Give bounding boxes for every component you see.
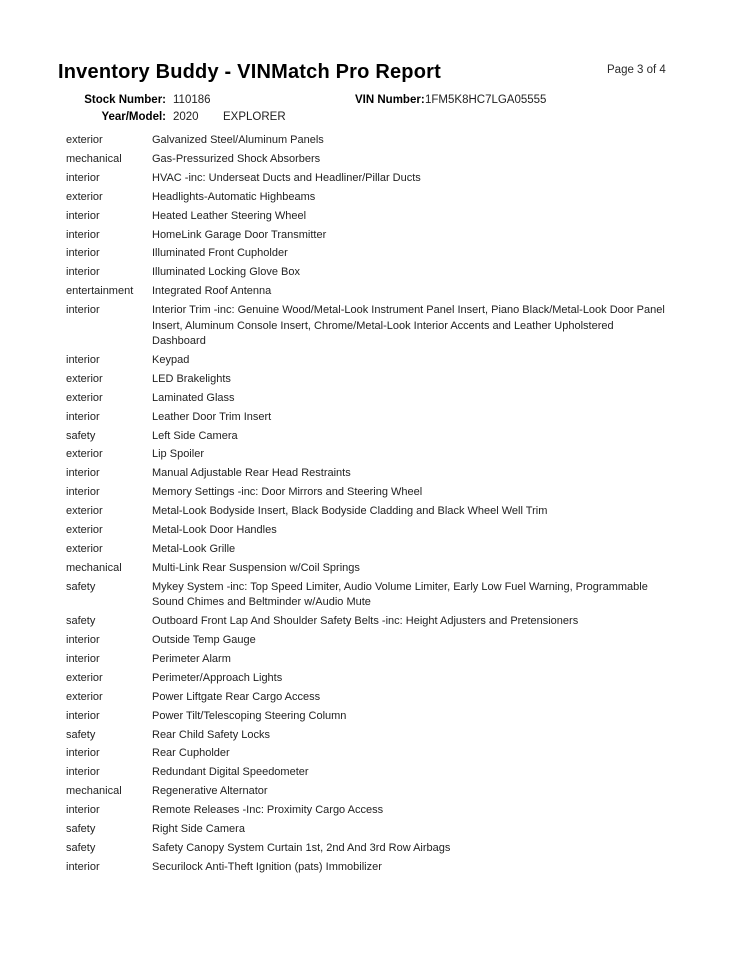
vin-number-label: VIN Number: bbox=[355, 94, 425, 106]
feature-category: mechanical bbox=[66, 785, 122, 798]
feature-description: LED Brakelights bbox=[152, 372, 231, 385]
feature-description: Power Liftgate Rear Cargo Access bbox=[152, 690, 321, 703]
feature-category: exterior bbox=[66, 372, 103, 385]
feature-category: exterior bbox=[66, 690, 103, 703]
feature-row bbox=[66, 303, 676, 349]
feature-category: exterior bbox=[66, 190, 103, 203]
page-indicator: Page 3 of 4 bbox=[607, 64, 666, 76]
feature-category: entertainment bbox=[66, 285, 134, 298]
feature-description: Right Side Camera bbox=[152, 823, 245, 836]
feature-row bbox=[66, 803, 676, 818]
feature-row bbox=[66, 466, 676, 481]
feature-description: Lip Spoiler bbox=[152, 448, 204, 461]
feature-row bbox=[66, 447, 676, 462]
vin-number-value: 1FM5K8HC7LGA05555 bbox=[425, 94, 547, 106]
feature-row bbox=[66, 746, 676, 761]
feature-description: Rear Cupholder bbox=[152, 747, 230, 760]
feature-category: interior bbox=[66, 709, 100, 722]
feature-description: Headlights-Automatic Highbeams bbox=[152, 190, 316, 203]
feature-description: Left Side Camera bbox=[152, 429, 238, 442]
feature-description: Mykey System -inc: Top Speed Limiter, Audio Volume Limiter, Early Low Fuel Warning, Programmable Sound Chimes and Beltminder w/Audio Mute bbox=[152, 580, 648, 609]
feature-category: interior bbox=[66, 304, 100, 317]
feature-description: Heated Leather Steering Wheel bbox=[152, 209, 307, 222]
feature-description: Outside Temp Gauge bbox=[152, 633, 256, 646]
feature-description: Perimeter/Approach Lights bbox=[152, 671, 283, 684]
feature-row bbox=[66, 228, 676, 243]
stock-number-value: 110186 bbox=[173, 94, 211, 106]
feature-description: Power Tilt/Telescoping Steering Column bbox=[152, 709, 347, 722]
feature-description: Securilock Anti-Theft Ignition (pats) Immobilizer bbox=[152, 860, 382, 873]
feature-row bbox=[66, 152, 676, 167]
feature-category: interior bbox=[66, 766, 100, 779]
feature-row bbox=[66, 246, 676, 261]
feature-category: interior bbox=[66, 247, 100, 260]
feature-description: Laminated Glass bbox=[152, 391, 235, 404]
feature-description: Manual Adjustable Rear Head Restraints bbox=[152, 467, 351, 480]
feature-row bbox=[66, 372, 676, 387]
feature-description: Metal-Look Grille bbox=[152, 542, 236, 555]
feature-category: exterior bbox=[66, 134, 103, 146]
feature-description: Keypad bbox=[152, 353, 190, 366]
feature-row bbox=[66, 614, 676, 629]
feature-row bbox=[66, 190, 676, 205]
feature-row bbox=[66, 860, 676, 875]
feature-category: interior bbox=[66, 410, 100, 423]
feature-row bbox=[66, 633, 676, 648]
year-model-label: Year/Model: bbox=[101, 111, 166, 123]
feature-category: interior bbox=[66, 486, 100, 499]
feature-row bbox=[66, 353, 676, 368]
feature-row bbox=[66, 504, 676, 519]
feature-category: exterior bbox=[66, 542, 103, 555]
feature-category: interior bbox=[66, 860, 100, 873]
feature-row bbox=[66, 209, 676, 224]
feature-row bbox=[66, 841, 676, 856]
feature-description: HVAC -inc: Underseat Ducts and Headliner/Pillar Ducts bbox=[152, 171, 421, 184]
feature-row bbox=[66, 429, 676, 444]
feature-row bbox=[66, 523, 676, 538]
feature-category: interior bbox=[66, 467, 100, 480]
feature-description: Metal-Look Bodyside Insert, Black Bodyside Cladding and Black Wheel Well Trim bbox=[152, 505, 548, 518]
feature-description: Regenerative Alternator bbox=[152, 785, 268, 798]
feature-row bbox=[66, 690, 676, 705]
feature-description: Rear Child Safety Locks bbox=[152, 728, 270, 741]
feature-category: interior bbox=[66, 266, 100, 279]
feature-row bbox=[66, 822, 676, 837]
feature-category: interior bbox=[66, 804, 100, 817]
feature-description: Illuminated Front Cupholder bbox=[152, 247, 288, 260]
feature-description: Gas-Pressurized Shock Absorbers bbox=[152, 152, 321, 165]
feature-category: safety bbox=[66, 580, 96, 593]
feature-category: exterior bbox=[66, 391, 103, 404]
feature-description: Safety Canopy System Curtain 1st, 2nd And 3rd Row Airbags bbox=[152, 841, 451, 854]
feature-description: HomeLink Garage Door Transmitter bbox=[152, 228, 327, 241]
feature-description: Leather Door Trim Insert bbox=[152, 410, 272, 423]
feature-category: exterior bbox=[66, 505, 103, 518]
feature-row bbox=[66, 284, 676, 299]
model-value: EXPLORER bbox=[223, 111, 286, 123]
feature-description: Memory Settings -inc: Door Mirrors and Steering Wheel bbox=[152, 486, 423, 499]
feature-row bbox=[66, 265, 676, 280]
feature-description: Redundant Digital Speedometer bbox=[152, 766, 309, 779]
feature-category: safety bbox=[66, 615, 96, 628]
feature-row bbox=[66, 652, 676, 667]
feature-row bbox=[66, 728, 676, 743]
feature-row bbox=[66, 410, 676, 425]
feature-description: Outboard Front Lap And Shoulder Safety Belts -inc: Height Adjusters and Pretensioners bbox=[152, 615, 579, 628]
feature-category: safety bbox=[66, 841, 96, 854]
feature-row bbox=[66, 709, 676, 724]
feature-row bbox=[66, 485, 676, 500]
features-list bbox=[66, 133, 676, 879]
feature-category: interior bbox=[66, 633, 100, 646]
feature-category: interior bbox=[66, 652, 100, 665]
feature-category: interior bbox=[66, 171, 100, 184]
feature-description: Perimeter Alarm bbox=[152, 652, 231, 665]
feature-row bbox=[66, 391, 676, 406]
feature-category: exterior bbox=[66, 671, 103, 684]
feature-description: Illuminated Locking Glove Box bbox=[152, 266, 300, 279]
feature-category: safety bbox=[66, 429, 96, 442]
feature-description: Integrated Roof Antenna bbox=[152, 285, 272, 298]
feature-description: Galvanized Steel/Aluminum Panels bbox=[152, 134, 324, 146]
feature-row bbox=[66, 171, 676, 186]
feature-row bbox=[66, 133, 676, 148]
feature-category: mechanical bbox=[66, 152, 122, 165]
report-title: Inventory Buddy - VINMatch Pro Report bbox=[58, 61, 441, 83]
feature-description: Interior Trim -inc: Genuine Wood/Metal-Look Instrument Panel Insert, Piano Black/Metal-Look Door Panel Insert, Aluminum Console Insert, Chrome/Metal-Look Interior Accents and Leather Upholstered Dashboard bbox=[152, 304, 665, 347]
feature-row bbox=[66, 784, 676, 799]
feature-category: exterior bbox=[66, 448, 103, 461]
stock-number-label: Stock Number: bbox=[84, 94, 166, 106]
feature-category: interior bbox=[66, 228, 100, 241]
feature-row bbox=[66, 561, 676, 576]
feature-row bbox=[66, 765, 676, 780]
feature-category: mechanical bbox=[66, 561, 122, 574]
feature-category: safety bbox=[66, 728, 96, 741]
feature-description: Remote Releases -Inc: Proximity Cargo Access bbox=[152, 804, 384, 817]
year-value: 2020 bbox=[173, 111, 199, 123]
feature-category: interior bbox=[66, 209, 100, 222]
feature-category: interior bbox=[66, 353, 100, 366]
feature-row bbox=[66, 580, 676, 611]
feature-category: interior bbox=[66, 747, 100, 760]
feature-row bbox=[66, 671, 676, 686]
feature-row bbox=[66, 542, 676, 557]
feature-category: safety bbox=[66, 823, 96, 836]
feature-description: Multi-Link Rear Suspension w/Coil Springs bbox=[152, 561, 360, 574]
feature-description: Metal-Look Door Handles bbox=[152, 524, 277, 537]
feature-category: exterior bbox=[66, 524, 103, 537]
